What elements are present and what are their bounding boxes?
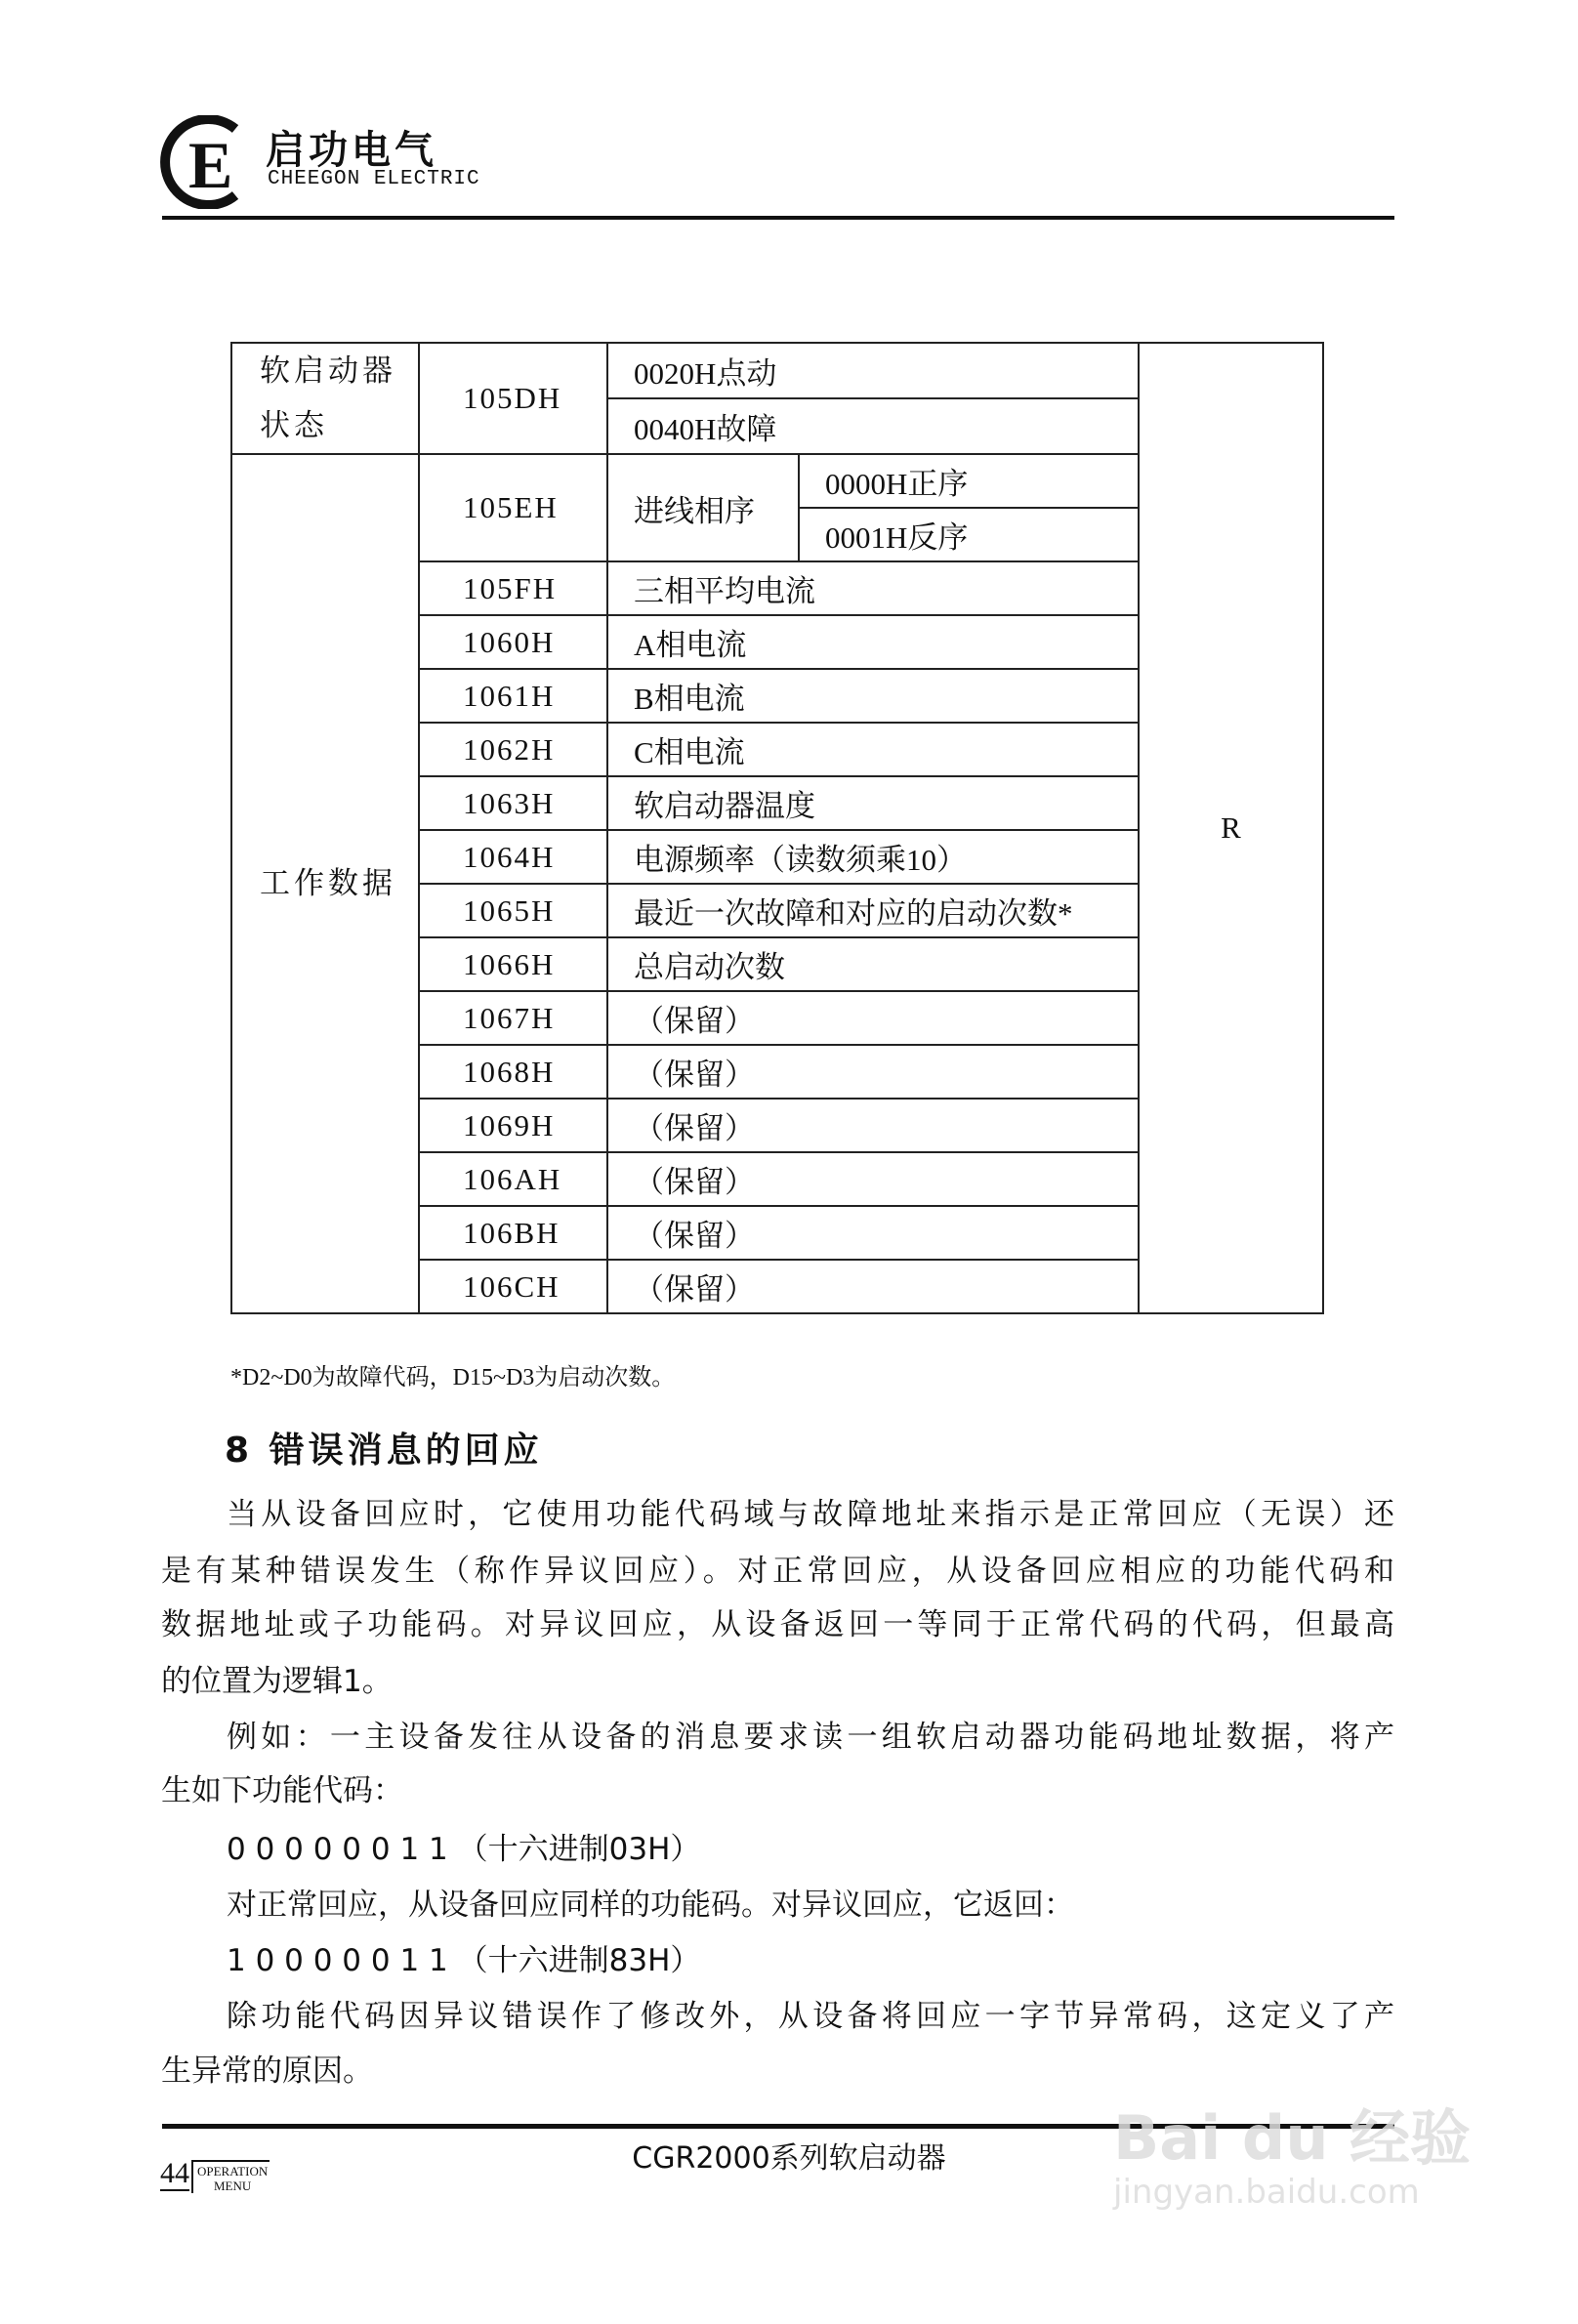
register-value: 0000H正序: [799, 454, 1139, 508]
register-desc: （保留）: [607, 991, 1139, 1045]
register-desc: A相电流: [607, 615, 1139, 669]
row-group-label: 软启动器状态: [231, 343, 419, 454]
register-address: 106BH: [419, 1206, 607, 1260]
register-address: 106AH: [419, 1152, 607, 1206]
footer-section-line2: MENU: [213, 2179, 252, 2193]
header-rule: [162, 216, 1394, 220]
cheegon-logo-icon: [159, 115, 257, 209]
register-desc: C相电流: [607, 723, 1139, 776]
paragraph-line: 除功能代码因异议错误作了修改外，从设备将回应一字节异常码，这定义了产: [227, 1999, 1394, 2034]
register-address: 1068H: [419, 1045, 607, 1099]
register-desc: B相电流: [607, 669, 1139, 723]
register-desc: 三相平均电流: [607, 561, 1139, 615]
register-desc: （保留）: [607, 1099, 1139, 1152]
register-address: 105EH: [419, 454, 607, 561]
register-desc: （保留）: [607, 1045, 1139, 1099]
section-heading: 8 错误消息的回应: [225, 1431, 543, 1471]
register-address: 1060H: [419, 615, 607, 669]
paragraph-line: 对正常回应，从设备回应同样的功能码。对异议回应，它返回：: [227, 1888, 1074, 1923]
register-desc: 软启动器温度: [607, 776, 1139, 830]
register-address: 105FH: [419, 561, 607, 615]
register-address: 1066H: [419, 937, 607, 991]
register-value: 0040H故障: [607, 398, 1139, 454]
register-address: 1069H: [419, 1099, 607, 1152]
watermark-brand: Bai du 经验: [1113, 2102, 1472, 2174]
register-value: 0001H反序: [799, 508, 1139, 561]
paragraph-line: 生如下功能代码：: [161, 1773, 403, 1808]
svg-text:E: E: [188, 128, 233, 202]
paragraph-line: 的位置为逻辑1。: [161, 1664, 393, 1699]
watermark-url: jingyan.baidu.com: [1113, 2173, 1420, 2212]
footer-section-label: [191, 2160, 270, 2193]
register-address: 106CH: [419, 1260, 607, 1313]
register-table: [230, 342, 1324, 1314]
register-desc: 总启动次数: [607, 937, 1139, 991]
paragraph-line: 当从设备回应时，它使用功能代码域与故障地址来指示是正常回应（无误）还: [227, 1497, 1394, 1532]
paragraph-line: 例如：一主设备发往从设备的消息要求读一组软启动器功能码地址数据，将产: [227, 1720, 1394, 1755]
register-desc: （保留）: [607, 1260, 1139, 1313]
register-address: 1067H: [419, 991, 607, 1045]
footer-section-line1: OPERATION: [197, 2164, 269, 2179]
logo-company-name: 启功电气: [266, 128, 437, 173]
footer-title: CGR2000系列软启动器: [632, 2141, 946, 2176]
register-address: 1065H: [419, 884, 607, 937]
register-address: 1061H: [419, 669, 607, 723]
register-value: 0020H点动: [607, 343, 1139, 398]
baidu-watermark: [1113, 2090, 1471, 2212]
paragraph-line: 0 0 0 0 0 0 1 1 （十六进制03H）: [227, 1832, 701, 1867]
row-group-label: 工作数据: [231, 454, 419, 1313]
register-desc: 电源频率（读数须乘10）: [607, 830, 1139, 884]
register-desc: （保留）: [607, 1152, 1139, 1206]
paragraph-line: 是有某种错误发生（称作异议回应）。对正常回应，从设备回应相应的功能代码和: [161, 1554, 1394, 1589]
paragraph-line: 数据地址或子功能码。对异议回应，从设备返回一等同于正常代码的代码，但最高: [161, 1607, 1394, 1642]
register-address: 1062H: [419, 723, 607, 776]
register-address: 1063H: [419, 776, 607, 830]
register-desc: （保留）: [607, 1206, 1139, 1260]
page-number: 44: [160, 2157, 189, 2189]
paragraph-line: 1 0 0 0 0 0 1 1 （十六进制83H）: [227, 1943, 701, 1978]
paragraph-line: 生异常的原因。: [161, 2054, 373, 2089]
table-row: [231, 343, 1323, 398]
register-address: 1064H: [419, 830, 607, 884]
access-type: R: [1139, 343, 1323, 1313]
register-desc: 进线相序: [607, 454, 799, 561]
register-desc: 最近一次故障和对应的启动次数*: [607, 884, 1139, 937]
table-footnote: *D2~D0为故障代码，D15~D3为启动次数。: [230, 1365, 676, 1390]
register-address: 105DH: [419, 343, 607, 454]
logo-company-name-en: CHEEGON ELECTRIC: [268, 168, 480, 190]
